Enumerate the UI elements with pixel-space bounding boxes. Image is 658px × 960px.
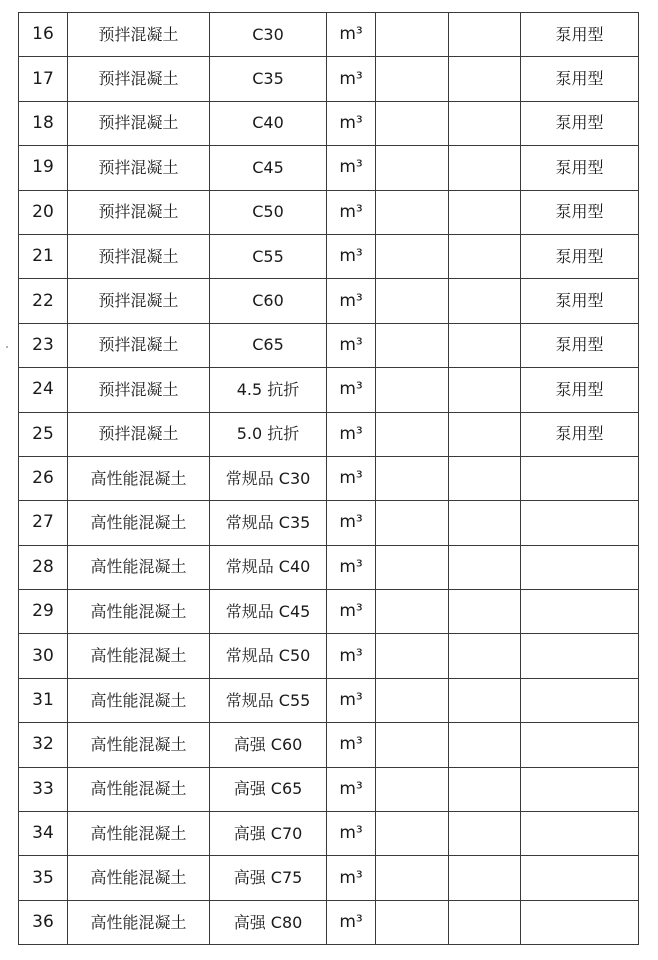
empty-cell [449,101,521,145]
remark-cell: 泵用型 [521,190,639,234]
unit-cell: m³ [327,412,376,456]
empty-cell [449,57,521,101]
material-name-cell: 预拌混凝土 [68,146,210,190]
empty-cell [376,368,449,412]
material-name-cell: 高性能混凝土 [68,812,210,856]
unit-cell: m³ [327,456,376,500]
remark-cell: 泵用型 [521,13,639,57]
remark-cell [521,590,639,634]
table-row [19,900,639,944]
unit-cell: m³ [327,234,376,278]
row-number-cell: 34 [19,812,68,856]
material-name-cell: 高性能混凝土 [68,501,210,545]
row-number-cell: 18 [19,101,68,145]
empty-cell [376,856,449,900]
empty-cell [449,323,521,367]
table-row [19,767,639,811]
empty-cell [449,545,521,589]
empty-cell [376,678,449,722]
unit-cell: m³ [327,767,376,811]
empty-cell [449,279,521,323]
specification-cell: C60 [210,279,327,323]
empty-cell [376,590,449,634]
specification-cell: 常规品 C50 [210,634,327,678]
table-row [19,412,639,456]
table-row [19,590,639,634]
specification-cell: 常规品 C55 [210,678,327,722]
remark-cell: 泵用型 [521,234,639,278]
empty-cell [376,812,449,856]
material-name-cell: 预拌混凝土 [68,101,210,145]
specification-cell: C55 [210,234,327,278]
table-row [19,190,639,234]
row-number-cell: 33 [19,767,68,811]
material-name-cell: 高性能混凝土 [68,900,210,944]
unit-cell: m³ [327,590,376,634]
unit-cell: m³ [327,190,376,234]
material-name-cell: 高性能混凝土 [68,634,210,678]
row-number-cell: 31 [19,678,68,722]
empty-cell [449,678,521,722]
empty-cell [376,13,449,57]
empty-cell [376,723,449,767]
remark-cell [521,501,639,545]
specification-cell: C65 [210,323,327,367]
remark-cell [521,812,639,856]
unit-cell: m³ [327,57,376,101]
table-row [19,13,639,57]
row-number-cell: 36 [19,900,68,944]
material-name-cell: 高性能混凝土 [68,590,210,634]
empty-cell [449,456,521,500]
empty-cell [376,190,449,234]
specification-cell: C45 [210,146,327,190]
unit-cell: m³ [327,101,376,145]
table-row [19,634,639,678]
material-name-cell: 预拌混凝土 [68,234,210,278]
unit-cell: m³ [327,146,376,190]
specification-cell: 高强 C75 [210,856,327,900]
empty-cell [376,501,449,545]
empty-cell [376,146,449,190]
empty-cell [376,234,449,278]
table-row [19,57,639,101]
material-name-cell: 高性能混凝土 [68,545,210,589]
row-number-cell: 19 [19,146,68,190]
remark-cell: 泵用型 [521,323,639,367]
empty-cell [449,501,521,545]
material-name-cell: 高性能混凝土 [68,767,210,811]
empty-cell [376,767,449,811]
material-name-cell: 高性能混凝土 [68,456,210,500]
material-name-cell: 高性能混凝土 [68,856,210,900]
material-name-cell: 预拌混凝土 [68,368,210,412]
empty-cell [376,456,449,500]
material-name-cell: 高性能混凝土 [68,678,210,722]
table-row [19,234,639,278]
specification-cell: 常规品 C40 [210,545,327,589]
remark-cell [521,545,639,589]
material-name-cell: 预拌混凝土 [68,323,210,367]
unit-cell: m³ [327,678,376,722]
empty-cell [449,234,521,278]
table-row [19,723,639,767]
empty-cell [449,146,521,190]
specification-cell: 常规品 C30 [210,456,327,500]
specification-cell: 高强 C70 [210,812,327,856]
specification-cell: 高强 C60 [210,723,327,767]
table-row [19,368,639,412]
row-number-cell: 26 [19,456,68,500]
specification-cell: 4.5 抗折 [210,368,327,412]
empty-cell [376,900,449,944]
remark-cell [521,634,639,678]
row-number-cell: 32 [19,723,68,767]
row-number-cell: 28 [19,545,68,589]
empty-cell [376,412,449,456]
empty-cell [376,101,449,145]
table-row [19,678,639,722]
remark-cell [521,767,639,811]
material-name-cell: 预拌混凝土 [68,279,210,323]
material-name-cell: 预拌混凝土 [68,13,210,57]
empty-cell [376,57,449,101]
empty-cell [449,412,521,456]
remark-cell [521,856,639,900]
empty-cell [449,634,521,678]
empty-cell [449,13,521,57]
row-number-cell: 30 [19,634,68,678]
empty-cell [449,368,521,412]
unit-cell: m³ [327,368,376,412]
table-row [19,279,639,323]
row-number-cell: 20 [19,190,68,234]
row-number-cell: 35 [19,856,68,900]
table-row [19,501,639,545]
unit-cell: m³ [327,856,376,900]
table-row [19,856,639,900]
material-price-table [18,12,639,945]
row-number-cell: 22 [19,279,68,323]
remark-cell: 泵用型 [521,368,639,412]
remark-cell: 泵用型 [521,101,639,145]
unit-cell: m³ [327,545,376,589]
specification-cell: 高强 C80 [210,900,327,944]
empty-cell [449,723,521,767]
material-name-cell: 高性能混凝土 [68,723,210,767]
unit-cell: m³ [327,279,376,323]
row-number-cell: 29 [19,590,68,634]
specification-cell: 常规品 C35 [210,501,327,545]
unit-cell: m³ [327,900,376,944]
row-number-cell: 23 [19,323,68,367]
empty-cell [449,767,521,811]
remark-cell [521,723,639,767]
remark-cell [521,678,639,722]
table-body [19,13,639,945]
unit-cell: m³ [327,812,376,856]
remark-cell: 泵用型 [521,146,639,190]
row-number-cell: 24 [19,368,68,412]
empty-cell [376,279,449,323]
material-name-cell: 预拌混凝土 [68,412,210,456]
empty-cell [449,900,521,944]
remark-cell: 泵用型 [521,412,639,456]
table-row [19,456,639,500]
table-row [19,323,639,367]
row-number-cell: 21 [19,234,68,278]
row-number-cell: 17 [19,57,68,101]
empty-cell [449,856,521,900]
remark-cell: 泵用型 [521,279,639,323]
specification-cell: 5.0 抗折 [210,412,327,456]
material-name-cell: 预拌混凝土 [68,190,210,234]
table-row [19,812,639,856]
empty-cell [449,190,521,234]
row-number-cell: 16 [19,13,68,57]
empty-cell [449,812,521,856]
unit-cell: m³ [327,501,376,545]
scan-speck [6,346,8,348]
specification-cell: C40 [210,101,327,145]
empty-cell [376,545,449,589]
unit-cell: m³ [327,323,376,367]
remark-cell [521,900,639,944]
specification-cell: C35 [210,57,327,101]
unit-cell: m³ [327,723,376,767]
row-number-cell: 25 [19,412,68,456]
unit-cell: m³ [327,634,376,678]
table-row [19,146,639,190]
row-number-cell: 27 [19,501,68,545]
specification-cell: 常规品 C45 [210,590,327,634]
specification-cell: C50 [210,190,327,234]
table-row [19,101,639,145]
empty-cell [376,634,449,678]
table-row [19,545,639,589]
specification-cell: 高强 C65 [210,767,327,811]
material-name-cell: 预拌混凝土 [68,57,210,101]
empty-cell [449,590,521,634]
remark-cell: 泵用型 [521,57,639,101]
unit-cell: m³ [327,13,376,57]
specification-cell: C30 [210,13,327,57]
empty-cell [376,323,449,367]
remark-cell [521,456,639,500]
